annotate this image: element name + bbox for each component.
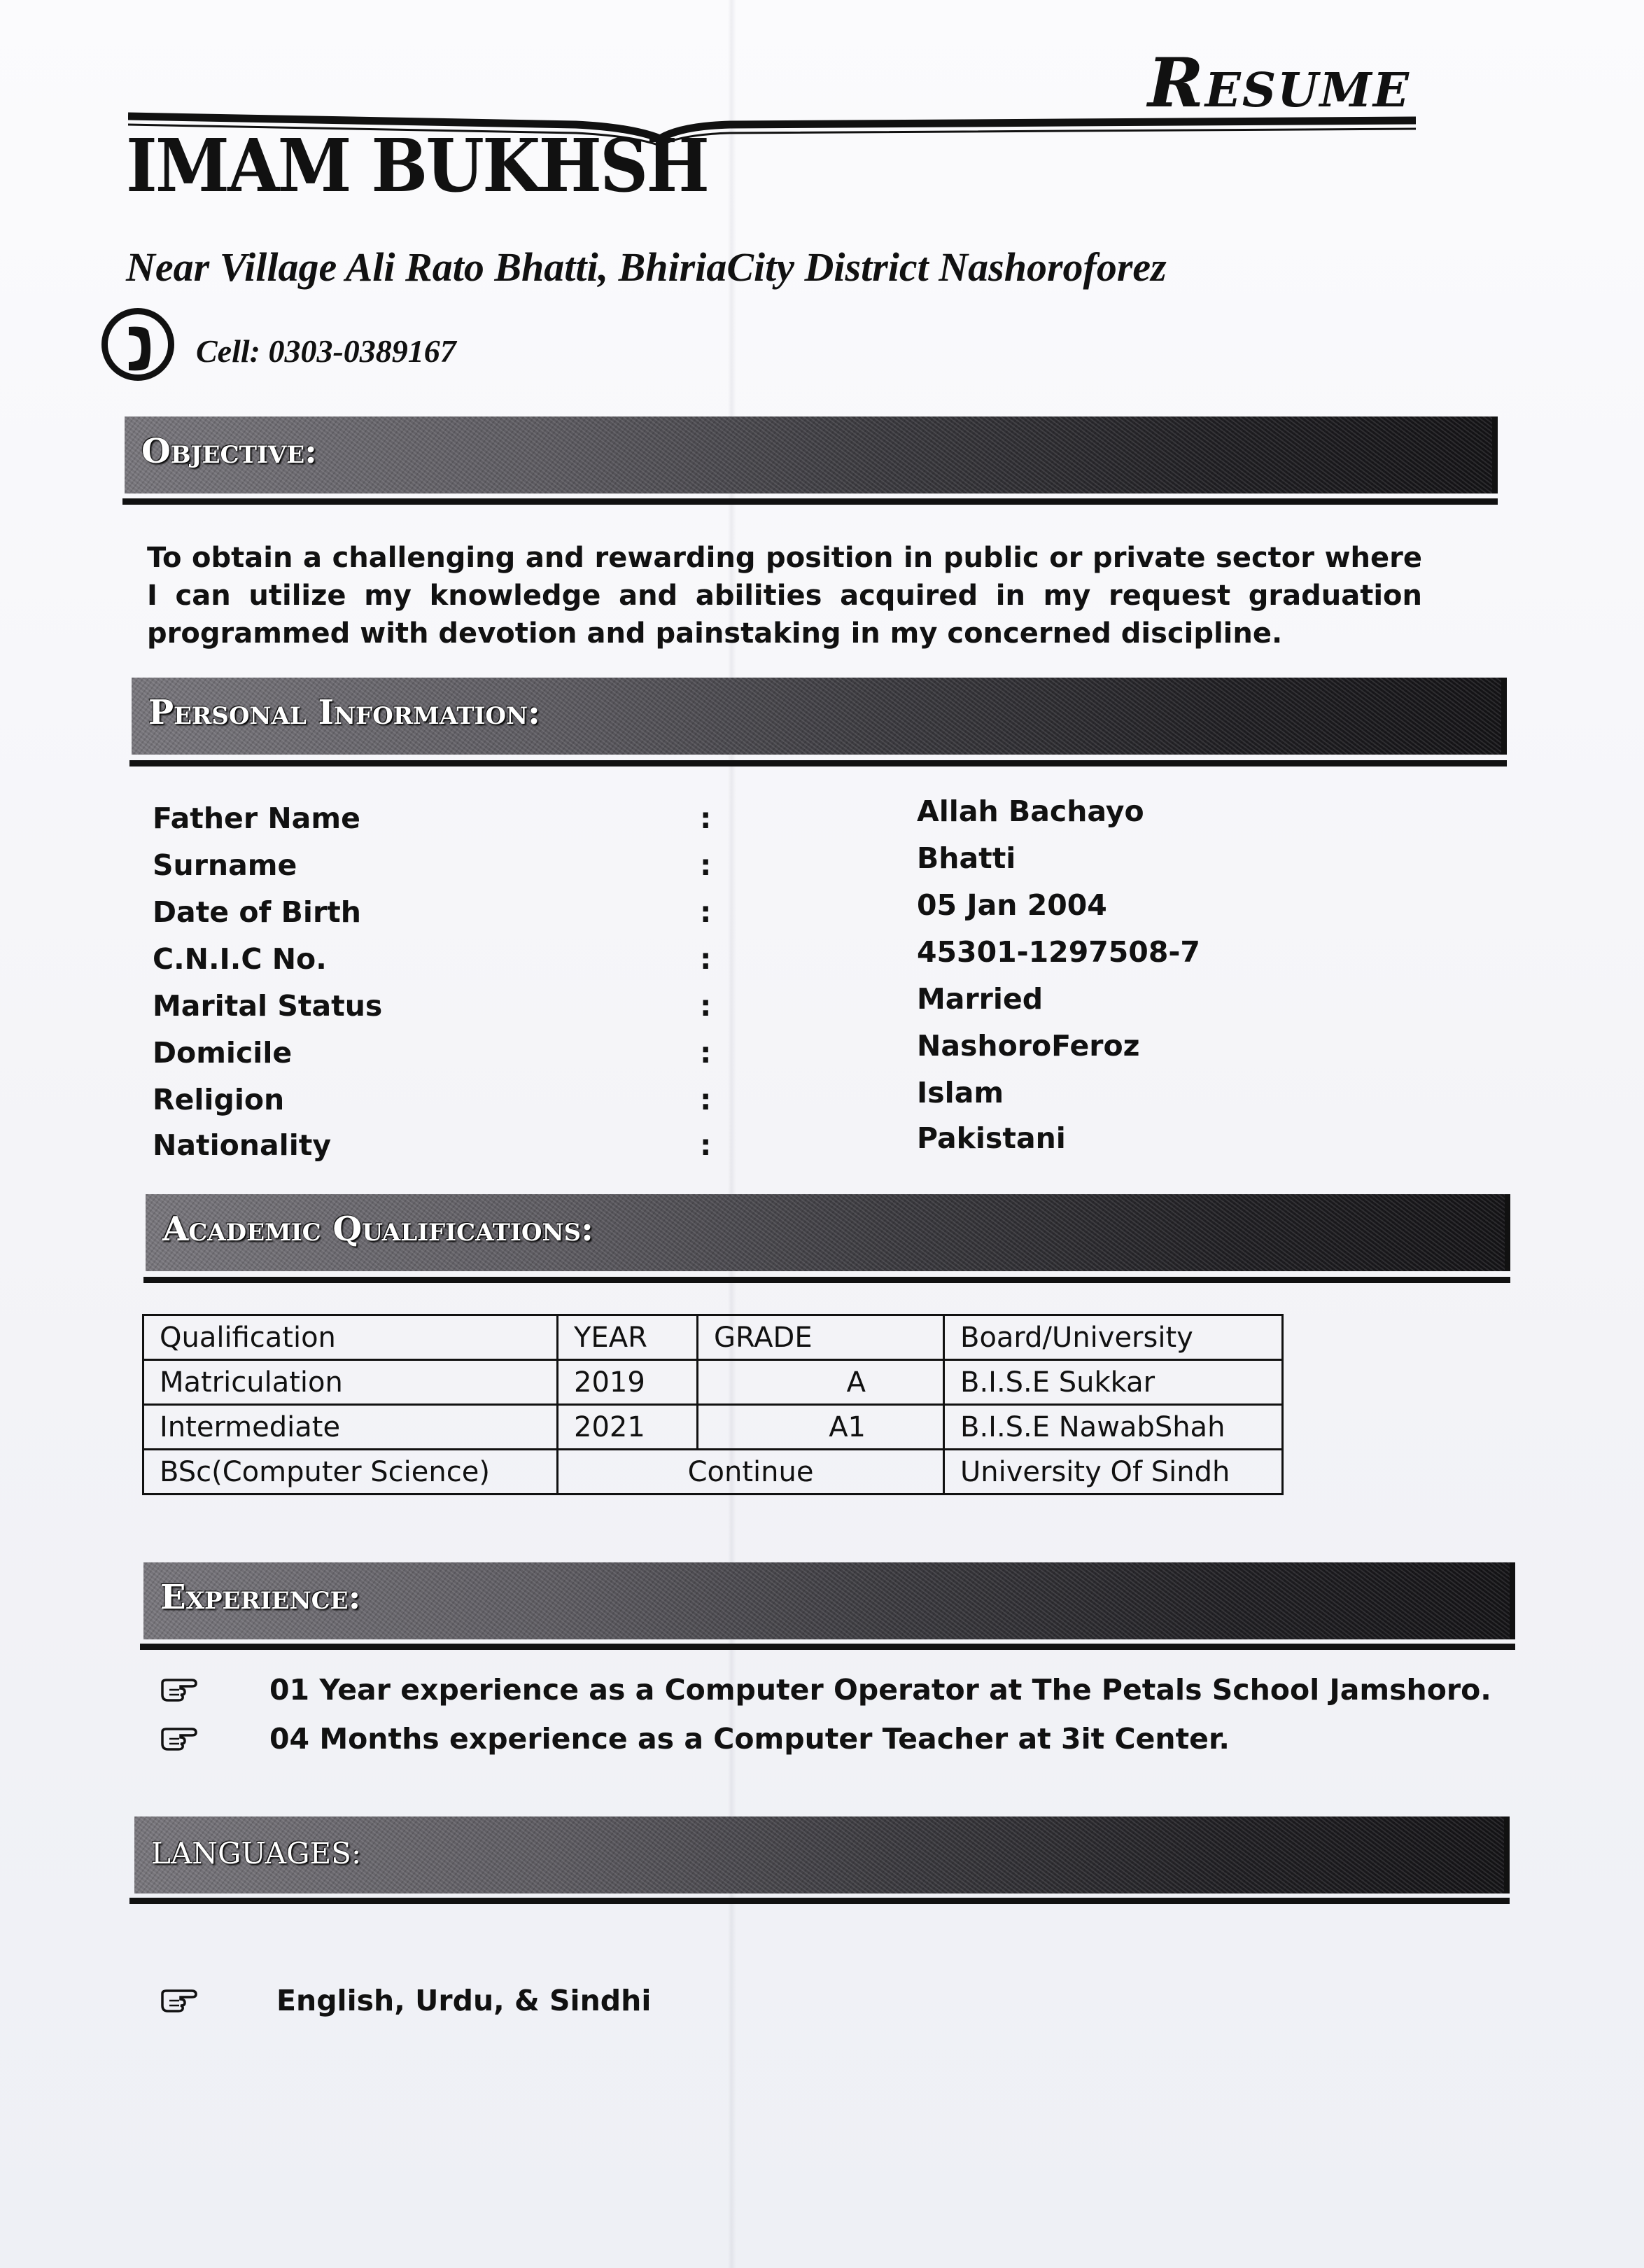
- field-separator: :: [700, 895, 712, 929]
- experience-text: 01 Year experience as a Computer Operator at The Petals School Jamshoro.: [269, 1673, 1491, 1707]
- objective-heading: Objective:: [141, 432, 317, 471]
- field-value: Allah Bachayo: [917, 794, 1144, 828]
- table-header-row: [143, 1315, 1283, 1360]
- cell-number: Cell: 0303-0389167: [196, 333, 456, 369]
- address: Near Village Ali Rato Bhatti, BhiriaCity District Nashoroforez: [126, 244, 1167, 290]
- cell-qualification: Matriculation: [143, 1360, 558, 1405]
- personal-heading: Personal Information:: [148, 693, 540, 732]
- cell-grade: A1: [698, 1405, 944, 1450]
- field-value: Married: [917, 982, 1044, 1016]
- cell-qualification: Intermediate: [143, 1405, 558, 1450]
- objective-heading-bar: [125, 416, 1498, 493]
- academic-underline: [143, 1277, 1510, 1283]
- field-separator: :: [700, 1128, 712, 1162]
- cell-status: Continue: [558, 1450, 944, 1494]
- field-value: Islam: [917, 1076, 1004, 1110]
- field-separator: :: [700, 848, 712, 882]
- field-label: Nationality: [153, 1128, 332, 1162]
- table-row: [143, 1450, 1283, 1494]
- table-row: [143, 1360, 1283, 1405]
- column-header-qualification: Qualification: [143, 1315, 558, 1360]
- pointing-hand-icon: [160, 1677, 197, 1702]
- experience-underline: [140, 1644, 1515, 1650]
- field-label: Domicile: [153, 1036, 293, 1070]
- language-text: English, Urdu, & Sindhi: [276, 1984, 652, 2017]
- language-item: [0, 1984, 1644, 2026]
- objective-underline: [122, 498, 1498, 505]
- cell-year: 2021: [558, 1405, 698, 1450]
- personal-heading-bar: [132, 678, 1507, 755]
- personal-row-nationality: [0, 1121, 1644, 1170]
- personal-row-marital-status: [0, 982, 1644, 1031]
- languages-heading: LANGUAGES:: [151, 1836, 362, 1870]
- field-label: C.N.I.C No.: [153, 942, 327, 976]
- experience-heading: Experience:: [160, 1578, 361, 1617]
- field-value: Pakistani: [917, 1121, 1066, 1155]
- personal-row-father-name: [0, 794, 1644, 844]
- languages-heading-bar: [134, 1816, 1510, 1893]
- document-title: Resume: [1148, 43, 1410, 122]
- field-value: Bhatti: [917, 841, 1016, 875]
- field-value: 05 Jan 2004: [917, 888, 1107, 922]
- field-value: 45301-1297508-7: [917, 935, 1200, 969]
- experience-item: [0, 1673, 1644, 1715]
- field-label: Date of Birth: [153, 895, 361, 929]
- field-label: Surname: [153, 848, 297, 882]
- column-header-year: YEAR: [558, 1315, 698, 1360]
- languages-underline: [129, 1898, 1510, 1904]
- cell-year: 2019: [558, 1360, 698, 1405]
- personal-row-religion: [0, 1076, 1644, 1125]
- personal-row-surname: [0, 841, 1644, 890]
- academic-heading-bar: [146, 1194, 1510, 1271]
- objective-text: To obtain a challenging and rewarding position in public or private sector where I can utilize my knowledge and abilities acquired in my request graduation programmed with devotion and painstaking in my concerned discipline.: [147, 542, 1422, 650]
- field-separator: :: [700, 802, 712, 835]
- experience-item: [0, 1722, 1644, 1764]
- pointing-hand-icon: [160, 1726, 197, 1751]
- field-separator: :: [700, 1083, 712, 1116]
- personal-row-domicile: [0, 1029, 1644, 1078]
- field-separator: :: [700, 942, 712, 976]
- experience-text: 04 Months experience as a Computer Teacher at 3it Center.: [269, 1722, 1230, 1756]
- field-separator: :: [700, 1036, 712, 1070]
- cell-board: University Of Sindh: [944, 1450, 1283, 1494]
- field-value: NashoroFeroz: [917, 1029, 1140, 1063]
- field-separator: :: [700, 989, 712, 1023]
- cell-qualification: BSc(Computer Science): [143, 1450, 558, 1494]
- personal-underline: [129, 760, 1507, 766]
- candidate-name: IMAM BUKHSH: [126, 122, 708, 209]
- field-label: Religion: [153, 1083, 285, 1116]
- personal-row-date-of-birth: [0, 888, 1644, 937]
- experience-heading-bar: [143, 1562, 1515, 1639]
- academic-heading: Academic Qualifications:: [162, 1210, 593, 1249]
- cell-grade: A: [698, 1360, 944, 1405]
- column-header-board: Board/University: [944, 1315, 1283, 1360]
- academic-table: [142, 1314, 1284, 1495]
- cell-board: B.I.S.E NawabShah: [944, 1405, 1283, 1450]
- cell-board: B.I.S.E Sukkar: [944, 1360, 1283, 1405]
- phone-icon: [101, 308, 174, 381]
- field-label: Father Name: [153, 802, 360, 835]
- field-label: Marital Status: [153, 989, 383, 1023]
- table-row: [143, 1405, 1283, 1450]
- personal-row-cnic: [0, 935, 1644, 984]
- column-header-grade: GRADE: [698, 1315, 944, 1360]
- pointing-hand-icon: [160, 1988, 197, 2013]
